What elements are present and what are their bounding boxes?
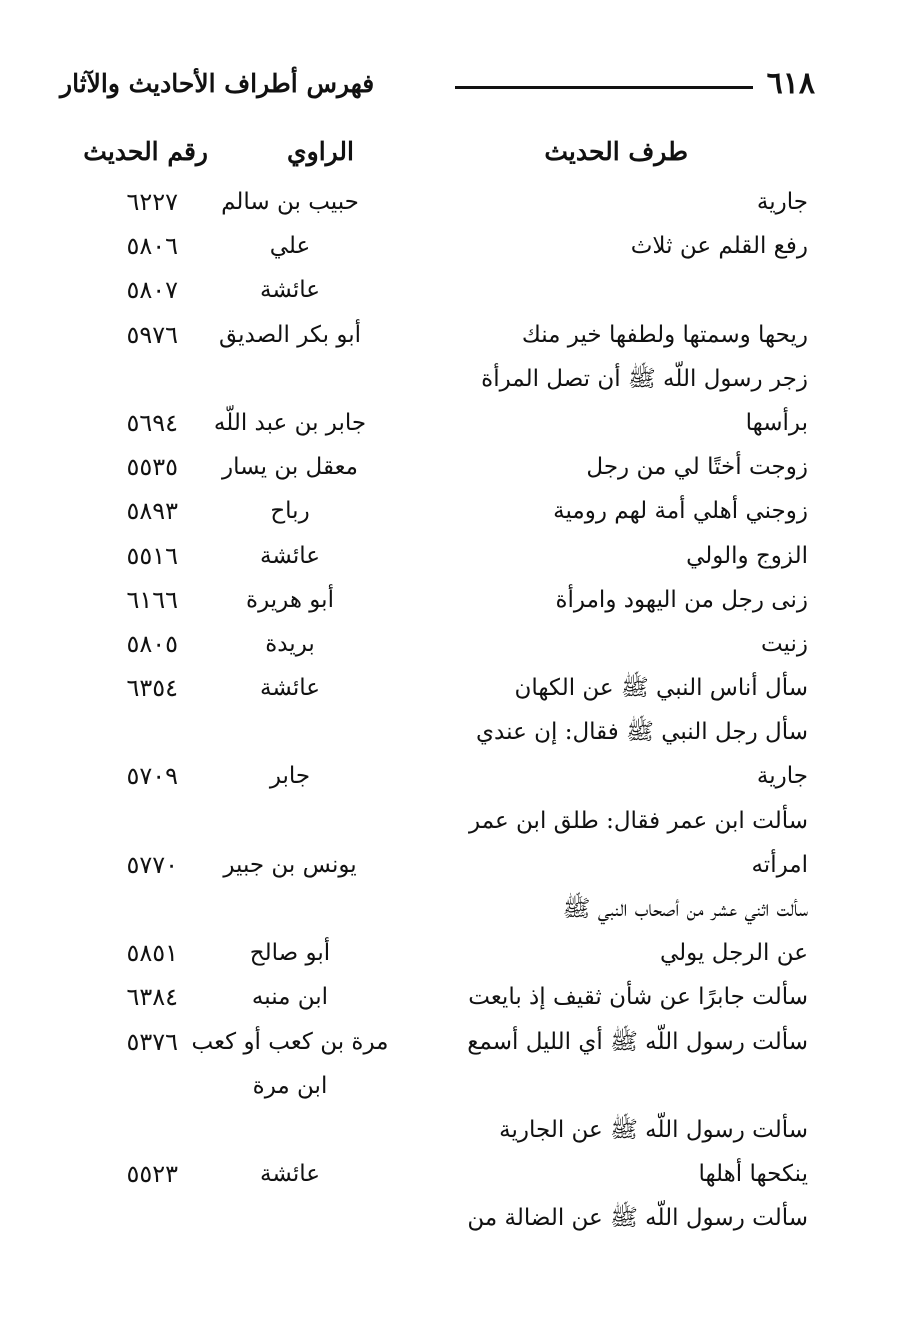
index-row (0, 357, 920, 401)
hadith-fragment: ريحها وسمتها ولطفها خير منك (521, 321, 808, 348)
index-row (0, 843, 920, 887)
hadith-number: ٥٥٢٣ (126, 1160, 178, 1189)
column-header-number: رقم الحديث (83, 137, 208, 166)
hadith-number: ٦٣٥٤ (126, 674, 178, 703)
index-row (0, 887, 920, 931)
narrator-name: معقل بن يسار (221, 454, 359, 481)
narrator-name: حبيب بن سالم (221, 189, 359, 215)
index-row (0, 578, 920, 622)
running-header (60, 62, 815, 106)
index-row (0, 401, 920, 445)
index-row (0, 710, 920, 754)
index-row (0, 313, 920, 357)
narrator-name: جابر (269, 763, 311, 790)
narrator-name: عائشة (260, 675, 320, 702)
hadith-fragment: جارية (756, 763, 808, 790)
index-row (0, 445, 920, 489)
hadith-fragment: زنى رجل من اليهود وامرأة (555, 586, 808, 613)
hadith-number: ٥٨٥١ (126, 939, 178, 968)
narrator-name: عائشة (260, 277, 320, 304)
hadith-fragment: رفع القلم عن ثلاث (630, 233, 808, 260)
narrator-name: أبو صالح (249, 940, 331, 967)
index-row (0, 975, 920, 1019)
hadith-fragment: زوجت أختًا لي من رجل (586, 454, 808, 481)
index-row (0, 931, 920, 975)
hadith-number: ٥٩٧٦ (126, 320, 178, 349)
hadith-fragment: سألت رسول اللّه ﷺ عن الجارية (499, 1116, 808, 1143)
page-number: ٦١٨ (766, 66, 815, 101)
header-rule (455, 86, 753, 89)
narrator-name: ابن منبه (251, 984, 329, 1011)
index-entries (0, 180, 920, 1241)
hadith-number: ٥٨٠٦ (126, 232, 178, 261)
hadith-fragment: الزوج والولي (686, 542, 808, 569)
narrator-name: أبو هريرة (246, 586, 334, 613)
hadith-fragment: ينكحها أهلها (698, 1161, 808, 1188)
narrator-name: رباح (270, 498, 310, 525)
index-row (0, 1196, 920, 1240)
hadith-number: ٥٦٩٤ (126, 408, 178, 437)
narrator-name: عائشة (260, 1161, 320, 1188)
hadith-number: ٦١٦٦ (126, 585, 178, 614)
column-headers (0, 130, 920, 174)
column-header-narrator: الراوي (287, 137, 354, 166)
hadith-fragment: برأسها (745, 409, 808, 436)
hadith-fragment: سألت رسول اللّه ﷺ أي الليل أسمع (467, 1028, 808, 1055)
narrator-name: مرة بن كعب أو كعب (191, 1028, 389, 1055)
index-row (0, 1108, 920, 1152)
narrator-name: بريدة (265, 630, 315, 657)
narrator-name: عائشة (260, 542, 320, 569)
hadith-fragment: سأل رجل النبي ﷺ فقال: إن عندي (476, 719, 808, 746)
hadith-number: ٥٥١٦ (126, 541, 178, 570)
index-row (0, 224, 920, 268)
hadith-number: ٥٧٠٩ (126, 762, 178, 791)
index-row (0, 1020, 920, 1064)
hadith-fragment: عن الرجل يولي (659, 940, 808, 967)
hadith-fragment: امرأته (751, 851, 808, 878)
hadith-number: ٥٥٣٥ (126, 453, 178, 482)
narrator-name: يونس بن جبير (223, 851, 357, 878)
hadith-fragment: زنيت (760, 630, 808, 657)
hadith-number: ٥٨٩٣ (126, 497, 178, 526)
hadith-number: ٥٣٧٦ (126, 1027, 178, 1056)
index-row (0, 489, 920, 533)
hadith-fragment: سألت جابرًا عن شأن ثقيف إذ بايعت (468, 984, 808, 1011)
narrator-name: ابن مرة (252, 1072, 328, 1099)
index-row (0, 1152, 920, 1196)
hadith-fragment: سأل أناس النبي ﷺ عن الكهان (514, 675, 808, 702)
hadith-fragment: سألت رسول اللّه ﷺ عن الضالة من (467, 1205, 808, 1232)
index-title: فهرس أطراف الأحاديث والآثار (60, 69, 375, 98)
index-row (0, 534, 920, 578)
hadith-fragment: زوجني أهلي أمة لهم رومية (553, 498, 808, 525)
index-row (0, 666, 920, 710)
hadith-fragment: زجر رسول اللّه ﷺ أن تصل المرأة (481, 365, 808, 392)
hadith-fragment: سألت ابن عمر فقال: طلق ابن عمر (469, 807, 808, 834)
index-row (0, 180, 920, 224)
narrator-name: جابر بن عبد اللّه (213, 409, 367, 436)
narrator-name: علي (269, 233, 311, 260)
hadith-number: ٥٧٧٠ (126, 850, 178, 879)
hadith-number: ٦٢٢٧ (126, 188, 178, 216)
hadith-number: ٥٨٠٥ (126, 629, 178, 658)
hadith-fragment: سألت اثني عشر من أصحاب النبي ﷺ (562, 896, 808, 922)
hadith-number: ٦٣٨٤ (126, 983, 178, 1012)
index-row (0, 799, 920, 843)
index-row (0, 622, 920, 666)
column-header-hadith: طرف الحديث (544, 137, 688, 166)
index-row (0, 1064, 920, 1108)
hadith-number: ٥٨٠٧ (126, 276, 178, 305)
narrator-name: أبو بكر الصديق (218, 321, 362, 348)
hadith-fragment: جارية (756, 189, 808, 215)
index-row (0, 754, 920, 798)
index-row (0, 268, 920, 312)
